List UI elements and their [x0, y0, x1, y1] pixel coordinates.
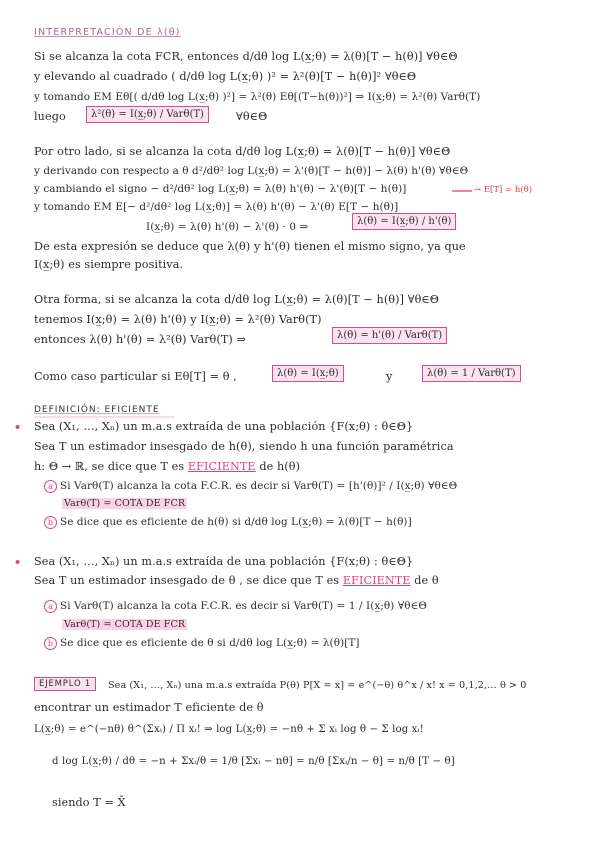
example-label: EJEMPLO 1	[34, 677, 96, 691]
sec1-line4-prefix: luego	[34, 110, 66, 123]
sec2-line5: I(x̲;θ) = λ(θ) h'(θ) − λ'(θ) · 0 ⇒	[146, 221, 309, 233]
sec3-line1: Otra forma, si se alcanza la cota d/dθ log L(x̲;θ) = λ(θ)[T − h(θ)] ∀θ∈Θ	[34, 293, 440, 306]
definition-heading: DEFINICIÓN: EFICIENTE	[34, 405, 160, 415]
example-line4: d log L(x̲;θ) / dθ = −n + Σxᵢ/θ = 1/θ [Σxᵢ − nθ] = n/θ [Σxᵢ/n − θ] = n/θ [T − θ]	[52, 756, 455, 767]
def1-line3-b: de h(θ)	[259, 460, 301, 473]
bullet-1: •	[14, 420, 22, 434]
lambda-equals-info-box: λ(θ) = I(x̲;θ)	[272, 365, 344, 382]
sec2-line1: Por otro lado, si se alcanza la cota d/dθ log L(x̲;θ) = λ(θ)[T − h(θ)] ∀θ∈Θ	[34, 145, 451, 158]
lambda-variance-box: λ(θ) = h'(θ) / Varθ(T)	[332, 327, 447, 344]
sec2-line2: y derivando con respecto a θ d²/dθ² log L(x̲;θ) = λ'(θ)[T − h(θ)] − λ(θ) h'(θ) ∀θ∈Θ	[34, 165, 469, 177]
def2-cota-highlight: Varθ(T) = COTA DE FCR	[64, 619, 186, 630]
def1-a-marker: a	[44, 480, 57, 493]
example-line3: L(x̲;θ) = e^(−nθ) θ^(Σxᵢ) / Π xᵢ! ⇒ log L(x̲;θ) = −nθ + Σ xᵢ log θ − Σ log xᵢ!	[34, 724, 424, 735]
lambda-info-box: λ(θ) = I(x̲;θ) / h'(θ)	[352, 213, 456, 230]
def1-b-marker: b	[44, 516, 57, 529]
def1-line1: Sea (X₁, …, Xₙ) un m.a.s extraída de una población {F(x;θ) : θ∈Θ}	[34, 420, 414, 433]
example-line5: siendo T = X̄	[52, 796, 126, 809]
def2-b-marker: b	[44, 637, 57, 650]
sec3-and: y	[386, 370, 393, 383]
sec3-line4: Como caso particular si Eθ[T] = θ ,	[34, 370, 237, 383]
sec3-line2: tenemos I(x̲;θ) = λ(θ) h'(θ) y I(x̲;θ) = λ²(θ) Varθ(T)	[34, 313, 322, 326]
example-line1: Sea (X₁, …, Xₙ) una m.a.s extraída P(θ) P[X = x] = e^(−θ) θ^x / x! x = 0,1,2,… θ > 0	[108, 680, 527, 691]
efficient-term: EFICIENTE	[187, 460, 256, 473]
sec3-line3: entonces λ(θ) h'(θ) = λ²(θ) Varθ(T) ⇒	[34, 333, 247, 346]
sec1-line2: y elevando al cuadrado ( d/dθ log L(x̲;θ) )² = λ²(θ)[T − h(θ)]² ∀θ∈Θ	[34, 70, 417, 83]
example-line2: encontrar un estimador T eficiente de θ	[34, 701, 264, 714]
sec2-line4: y tomando EM E[− d²/dθ² log L(x̲;θ)] = λ(θ) h'(θ) − λ'(θ) E[T − h(θ)]	[34, 201, 399, 213]
def2-line2-b: de θ	[414, 574, 439, 587]
lambda-squared-box: λ²(θ) = I(x̲;θ) / Varθ(T)	[86, 106, 209, 123]
bullet-2: •	[14, 555, 22, 569]
sec1-line4-suffix: ∀θ∈Θ	[236, 110, 268, 123]
def2-line2-a: Sea T un estimador insesgado de θ , se dice que T es	[34, 574, 340, 587]
efficient-term-2: EFICIENTE	[342, 574, 411, 587]
sec2-line3: y cambiando el signo − d²/dθ² log L(x̲;θ) = λ(θ) h'(θ) − λ'(θ)[T − h(θ)]	[34, 183, 407, 195]
sec1-line3: y tomando EM Eθ[( d/dθ log L(x̲;θ) )²] = λ²(θ) Eθ[(T−h(θ))²] ⇒ I(x̲;θ) = λ²(θ) Varθ(T)	[34, 91, 481, 103]
def2-line1: Sea (X₁, …, Xₙ) un m.a.s extraída de una población {F(x;θ) : θ∈Θ}	[34, 555, 414, 568]
sec2-line6: De esta expresión se deduce que λ(θ) y h'(θ) tienen el mismo signo, ya que	[34, 240, 466, 253]
def1-b-text: Se dice que es eficiente de h(θ) si d/dθ log L(x̲;θ) = λ(θ)[T − h(θ)]	[60, 516, 412, 528]
def1-cota-highlight: Varθ(T) = COTA DE FCR	[64, 498, 186, 509]
section-title: INTERPRETACIÓN DE λ(θ)	[34, 27, 181, 38]
expectation-note: → E[T] = h(θ)	[474, 185, 533, 195]
def1-line2: Sea T un estimador insesgado de h(θ), siendo h una función paramétrica	[34, 440, 454, 453]
def2-a-marker: a	[44, 600, 57, 613]
def1-line3-a: h: Θ → ℝ, se dice que T es	[34, 460, 185, 473]
sec2-line7: I(x̲;θ) es siempre positiva.	[34, 258, 184, 271]
def2-a-text: Si Varθ(T) alcanza la cota F.C.R. es decir si Varθ(T) = 1 / I(x̲;θ) ∀θ∈Θ	[60, 600, 427, 612]
sec1-line1: Si se alcanza la cota FCR, entonces d/dθ log L(x̲;θ) = λ(θ)[T − h(θ)] ∀θ∈Θ	[34, 50, 458, 63]
def2-b-text: Se dice que es eficiente de θ si d/dθ log L(x̲;θ) = λ(θ)[T]	[60, 637, 360, 649]
lambda-inverse-var-box: λ(θ) = 1 / Varθ(T)	[422, 365, 521, 382]
def1-a-text: Si Varθ(T) alcanza la cota F.C.R. es decir si Varθ(T) = [h'(θ)]² / I(x̲;θ) ∀θ∈Θ	[60, 480, 458, 492]
